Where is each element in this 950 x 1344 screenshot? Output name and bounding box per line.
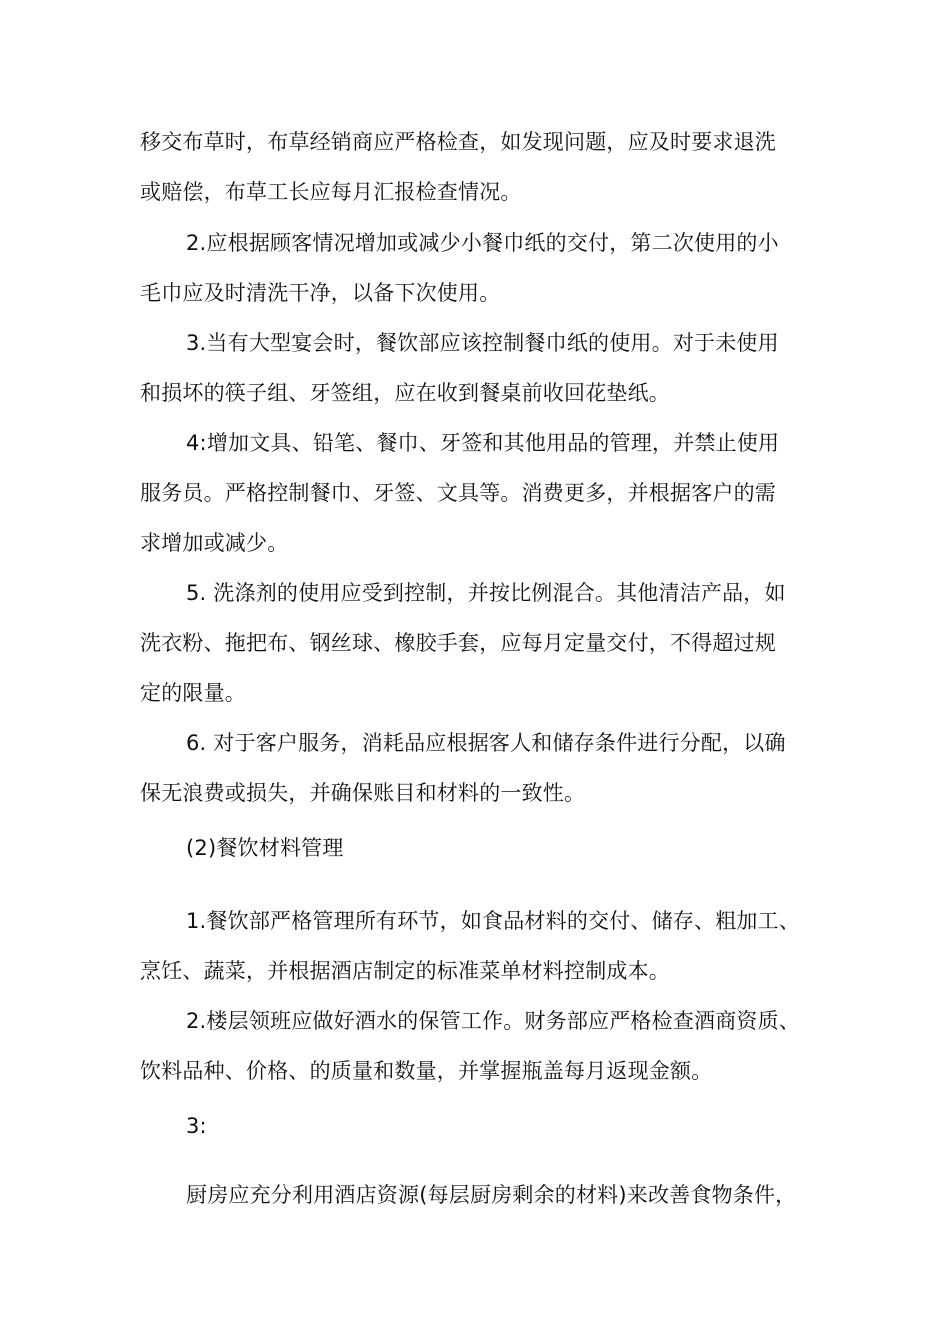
paragraph-4-line: 4:增加文具、铅笔、餐巾、牙签和其他用品的管理，并禁止使用 <box>186 431 780 455</box>
text-line: 移交布草时，布草经销商应严格检查，如发现问题，应及时要求退洗 <box>140 130 776 154</box>
text-line: 毛巾应及时清洗干净，以备下次使用。 <box>140 281 501 305</box>
paragraph-5-line: 5. 洗涤剂的使用应受到控制，并按比例混合。其他清洁产品，如 <box>186 581 786 605</box>
text-line: 保无浪费或损失，并确保账目和材料的一致性。 <box>140 781 586 805</box>
text-line: 服务员。严格控制餐巾、牙签、文具等。消费更多，并根据客户的需 <box>140 481 776 505</box>
paragraph-2-line: 2.应根据顾客情况增加或减少小餐巾纸的交付，第二次使用的小 <box>186 231 779 255</box>
section-paragraph-2-line: 2.楼层领班应做好酒水的保管工作。财务部应严格检查酒商资质、 <box>186 1009 801 1033</box>
text-line: 或赔偿，布草工长应每月汇报检查情况。 <box>140 180 522 204</box>
paragraph-3-line: 3.当有大型宴会时，餐饮部应该控制餐巾纸的使用。对于未使用 <box>186 331 779 355</box>
text-line: 求增加或减少。 <box>140 531 289 555</box>
text-line: 饮料品种、价格、的质量和数量，并掌握瓶盖每月返现金额。 <box>140 1059 713 1083</box>
text-line: 洗衣粉、拖把布、钢丝球、橡胶手套，应每月定量交付，不得超过规 <box>140 631 776 655</box>
section-paragraph-3-line: 厨房应充分利用酒店资源(每层厨房剩余的材料)来改善食物条件， <box>186 1183 797 1207</box>
text-line: 烹饪、蔬菜，并根据酒店制定的标准菜单材料控制成本。 <box>140 959 670 983</box>
section-paragraph-1-line: 1.餐饮部严格管理所有环节，如食品材料的交付、储存、粗加工、 <box>186 909 801 933</box>
section-item-3-label: 3: <box>186 1114 207 1138</box>
paragraph-6-line: 6. 对于客户服务，消耗品应根据客人和储存条件进行分配，以确 <box>186 731 786 755</box>
section-heading: (2)餐饮材料管理 <box>186 836 344 860</box>
text-line: 和损坏的筷子组、牙签组，应在收到餐桌前收回花垫纸。 <box>140 381 670 405</box>
text-line: 定的限量。 <box>140 681 246 705</box>
